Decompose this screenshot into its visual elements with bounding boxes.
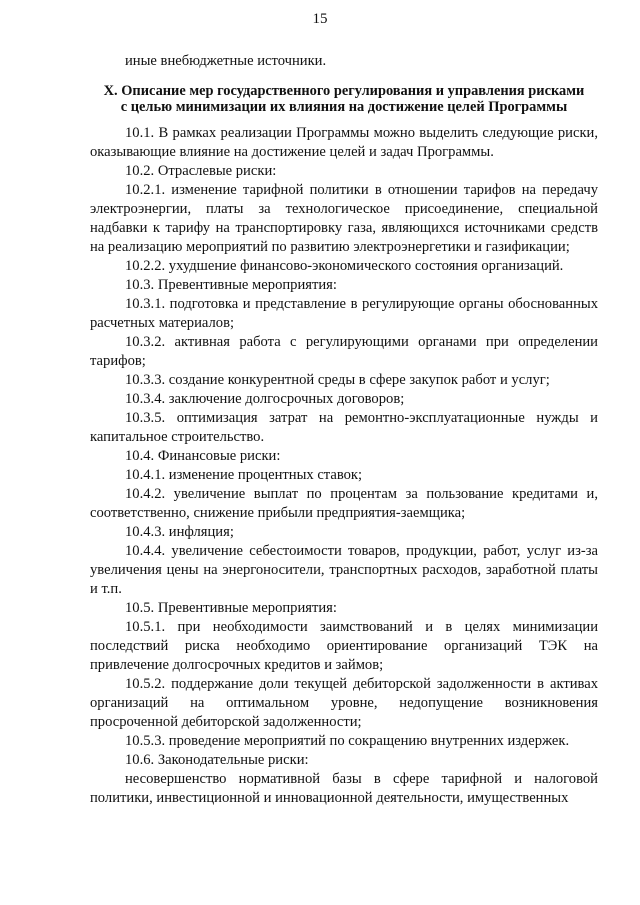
top-fragment: иные внебюджетные источники. (125, 53, 327, 69)
paragraph: 10.2. Отраслевые риски: (125, 163, 277, 179)
paragraph: 10.2.2. ухудшение финансово-экономического состояния организаций. (125, 258, 564, 274)
section-heading-line-2: с целью минимизации их влияния на достижение целей Программы (120, 99, 568, 115)
section-heading (90, 83, 598, 115)
document-body (90, 52, 598, 808)
paragraph: 10.4. Финансовые риски: (125, 448, 281, 464)
paragraph: 10.3.2. активная работа с регулирующими органами при определении тарифов; (90, 334, 598, 369)
paragraph: 10.4.3. инфляция; (125, 524, 234, 540)
paragraph: 10.4.2. увеличение выплат по процентам за пользование кредитами и, соответственно, снижение прибыли предприятия-заемщика; (90, 486, 598, 521)
paragraph: 10.3.4. заключение долгосрочных договоров; (125, 391, 405, 407)
paragraph: 10.5.2. поддержание доли текущей дебиторской задолженности в активах организаций на оптимальном уровне, недопущение возникновения просроченной дебиторской задолженности; (90, 676, 598, 730)
page-number: 15 (312, 11, 328, 27)
paragraph: 10.1. В рамках реализации Программы можно выделить следующие риски, оказывающие влияние на достижение целей и задач Программы. (90, 125, 598, 160)
paragraph: 10.6. Законодательные риски: (125, 752, 309, 768)
paragraph: 10.2.1. изменение тарифной политики в отношении тарифов на передачу электроэнергии, платы за технологическое присоединение, специальной надбавки к тарифу на транспортировку газа, являющихся источниками средств на реализацию мероприятий по развитию электроэнергетики и газификации; (90, 182, 598, 255)
paragraph: 10.5. Превентивные мероприятия: (125, 600, 337, 616)
paragraph: 10.5.1. при необходимости заимствований и в целях минимизации последствий риска необходимо ориентирование организаций ТЭК на привлечение долгосрочных кредитов и займов; (90, 619, 598, 673)
paragraph: 10.4.4. увеличение себестоимости товаров, продукции, работ, услуг из-за увеличения цены на энергоносители, транспортных расходов, заработной платы и т.п. (90, 543, 598, 597)
paragraph: 10.3. Превентивные мероприятия: (125, 277, 337, 293)
section-heading-line-1: X. Описание мер государственного регулирования и управления рисками (103, 83, 585, 99)
paragraph: 10.5.3. проведение мероприятий по сокращению внутренних издержек. (125, 733, 570, 749)
paragraph: 10.4.1. изменение процентных ставок; (125, 467, 363, 483)
paragraph: 10.3.5. оптимизация затрат на ремонтно-эксплуатационные нужды и капитальное строительство. (90, 410, 598, 445)
paragraph: 10.3.3. создание конкурентной среды в сфере закупок работ и услуг; (125, 372, 550, 388)
paragraph: несовершенство нормативной базы в сфере тарифной и налоговой политики, инвестиционной и инновационной деятельности, имущественных (90, 771, 598, 806)
paragraph: 10.3.1. подготовка и представление в регулирующие органы обоснованных расчетных материалов; (90, 296, 598, 331)
